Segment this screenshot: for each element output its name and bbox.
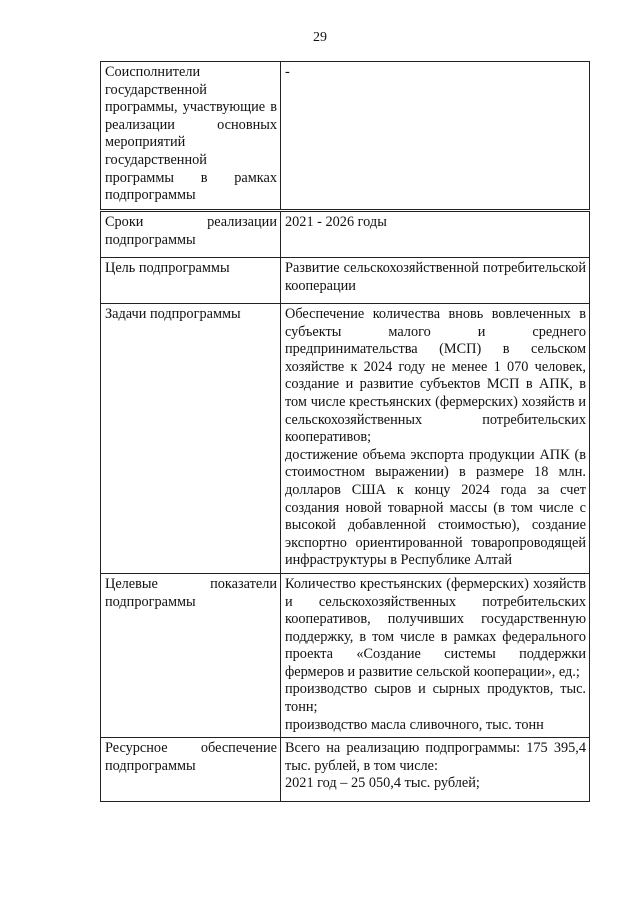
cell-text: Развитие сельскохозяйственной потребительской кооперации bbox=[285, 260, 586, 294]
row-label-tasks bbox=[101, 304, 281, 574]
row-label-terms bbox=[101, 211, 281, 258]
cell-text: Задачи подпрограммы bbox=[105, 306, 241, 322]
cell-text: Сроки реализации подпрограммы bbox=[105, 214, 277, 248]
row-label-coexecutors bbox=[101, 62, 281, 211]
cell-text: - bbox=[285, 64, 290, 80]
cell-text: Ресурсное обеспечение подпрограммы bbox=[105, 740, 277, 774]
page-number: 29 bbox=[313, 30, 327, 45]
table-row bbox=[101, 573, 590, 737]
cell-text: Обеспечение количества вновь вовлеченных в субъекты малого и среднего предпринимательства (МСП) в сельском хозяйстве к 2024 году не менее 1 070 человек, создание и развитие субъектов МСП в АПК, в том числе крестьянских (фермерских) хозяйств и сельскохозяйственных потребительских кооперативов; bbox=[285, 306, 586, 446]
cell-text: 2021 год – 25 050,4 тыс. рублей; bbox=[285, 775, 480, 792]
table-row bbox=[101, 62, 590, 211]
cell-text: Цель подпрограммы bbox=[105, 260, 230, 276]
row-label-goal bbox=[101, 258, 281, 304]
subprogram-passport-table bbox=[100, 61, 590, 802]
cell-text: Количество крестьянских (фермерских) хозяйств и сельскохозяйственных потребительских кооперативов, получивших государственную поддержку, в том числе в рамках федерального проекта «Создание системы поддержки фермеров и развитие сельской кооперации», ед.; bbox=[285, 575, 586, 680]
row-value-terms bbox=[281, 211, 590, 258]
cell-text: достижение объема экспорта продукции АПК (в стоимостном выражении) в размере 18 млн. долларов США к концу 2024 года за счет создания новой товарной массы (в том числе с высокой добавленной стоимостью), создание экспортно ориентированной товаропроводящей инфраструктуры в Республике Алтай bbox=[285, 446, 586, 569]
row-label-resources bbox=[101, 738, 281, 802]
table-row bbox=[101, 738, 590, 802]
row-value-tasks bbox=[281, 304, 590, 574]
row-label-indicators bbox=[101, 573, 281, 737]
cell-text: Соисполнители государственной программы, участвующие в реализации основных мероприятий государственной программы в рамках подпрограммы bbox=[105, 64, 277, 204]
row-value-goal bbox=[281, 258, 590, 304]
cell-text: 2021 - 2026 годы bbox=[285, 214, 387, 230]
table-row bbox=[101, 304, 590, 574]
table-row bbox=[101, 211, 590, 258]
row-value-coexecutors bbox=[281, 62, 590, 211]
cell-text: Целевые показатели подпрограммы bbox=[105, 575, 277, 610]
cell-text: производство сыров и сырных продуктов, тыс. тонн; bbox=[285, 681, 586, 716]
table-row bbox=[101, 258, 590, 304]
cell-text: Всего на реализацию подпрограммы: 175 395,4 тыс. рублей, в том числе: bbox=[285, 740, 586, 774]
row-value-indicators bbox=[281, 573, 590, 737]
row-value-resources bbox=[281, 738, 590, 802]
cell-text: производство масла сливочного, тыс. тонн bbox=[285, 716, 544, 733]
